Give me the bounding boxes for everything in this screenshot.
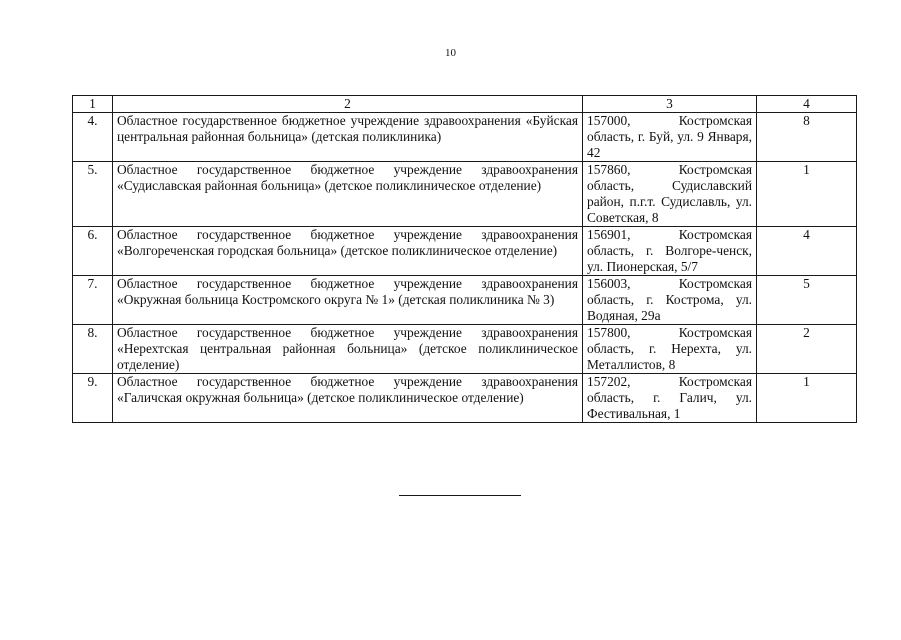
institution-name: Областное государственное бюджетное учреждение здравоохранения «Окружная больница Костромского округа № 1» (детская поликлиника № 3) — [113, 276, 583, 325]
institution-count: 2 — [757, 325, 857, 374]
table-row — [73, 276, 857, 325]
end-of-document-line — [399, 495, 521, 496]
column-header-4: 4 — [757, 96, 857, 113]
institution-name: Областное государственное бюджетное учреждение здравоохранения «Буйская центральная районная больница» (детская поликлиника) — [113, 113, 583, 162]
institution-name: Областное государственное бюджетное учреждение здравоохранения «Судиславская районная больница» (детское поликлиническое отделение) — [113, 162, 583, 227]
column-header-1: 1 — [73, 96, 113, 113]
institution-address: 157202, Костромская область, г. Галич, ул. Фестивальная, 1 — [583, 374, 757, 423]
table-header-row — [73, 96, 857, 113]
row-number: 7. — [73, 276, 113, 325]
table-row — [73, 162, 857, 227]
table-row — [73, 325, 857, 374]
institution-count: 4 — [757, 227, 857, 276]
institution-count: 1 — [757, 162, 857, 227]
column-header-2: 2 — [113, 96, 583, 113]
institution-address: 156003, Костромская область, г. Кострома, ул. Водяная, 29а — [583, 276, 757, 325]
column-header-3: 3 — [583, 96, 757, 113]
row-number: 5. — [73, 162, 113, 227]
table-row — [73, 374, 857, 423]
institution-address: 157860, Костромская область, Судиславский район, п.г.т. Судиславль, ул. Советская, 8 — [583, 162, 757, 227]
row-number: 8. — [73, 325, 113, 374]
row-number: 4. — [73, 113, 113, 162]
table-row — [73, 113, 857, 162]
table-row — [73, 227, 857, 276]
institution-name: Областное государственное бюджетное учреждение здравоохранения «Волгореченская городская больница» (детское поликлиническое отделение) — [113, 227, 583, 276]
institution-count: 5 — [757, 276, 857, 325]
row-number: 6. — [73, 227, 113, 276]
institution-count: 1 — [757, 374, 857, 423]
institution-address: 156901, Костромская область, г. Волгоре-ченск, ул. Пионерская, 5/7 — [583, 227, 757, 276]
row-number: 9. — [73, 374, 113, 423]
institutions-table — [72, 95, 857, 423]
institution-name: Областное государственное бюджетное учреждение здравоохранения «Галичская окружная больница» (детское поликлиническое отделение) — [113, 374, 583, 423]
institution-address: 157000, Костромская область, г. Буй, ул. 9 Января, 42 — [583, 113, 757, 162]
institution-count: 8 — [757, 113, 857, 162]
page-number: 10 — [445, 47, 456, 59]
institution-name: Областное государственное бюджетное учреждение здравоохранения «Нерехтская центральная районная больница» (детское поликлиническое отделение) — [113, 325, 583, 374]
institution-address: 157800, Костромская область, г. Нерехта, ул. Металлистов, 8 — [583, 325, 757, 374]
